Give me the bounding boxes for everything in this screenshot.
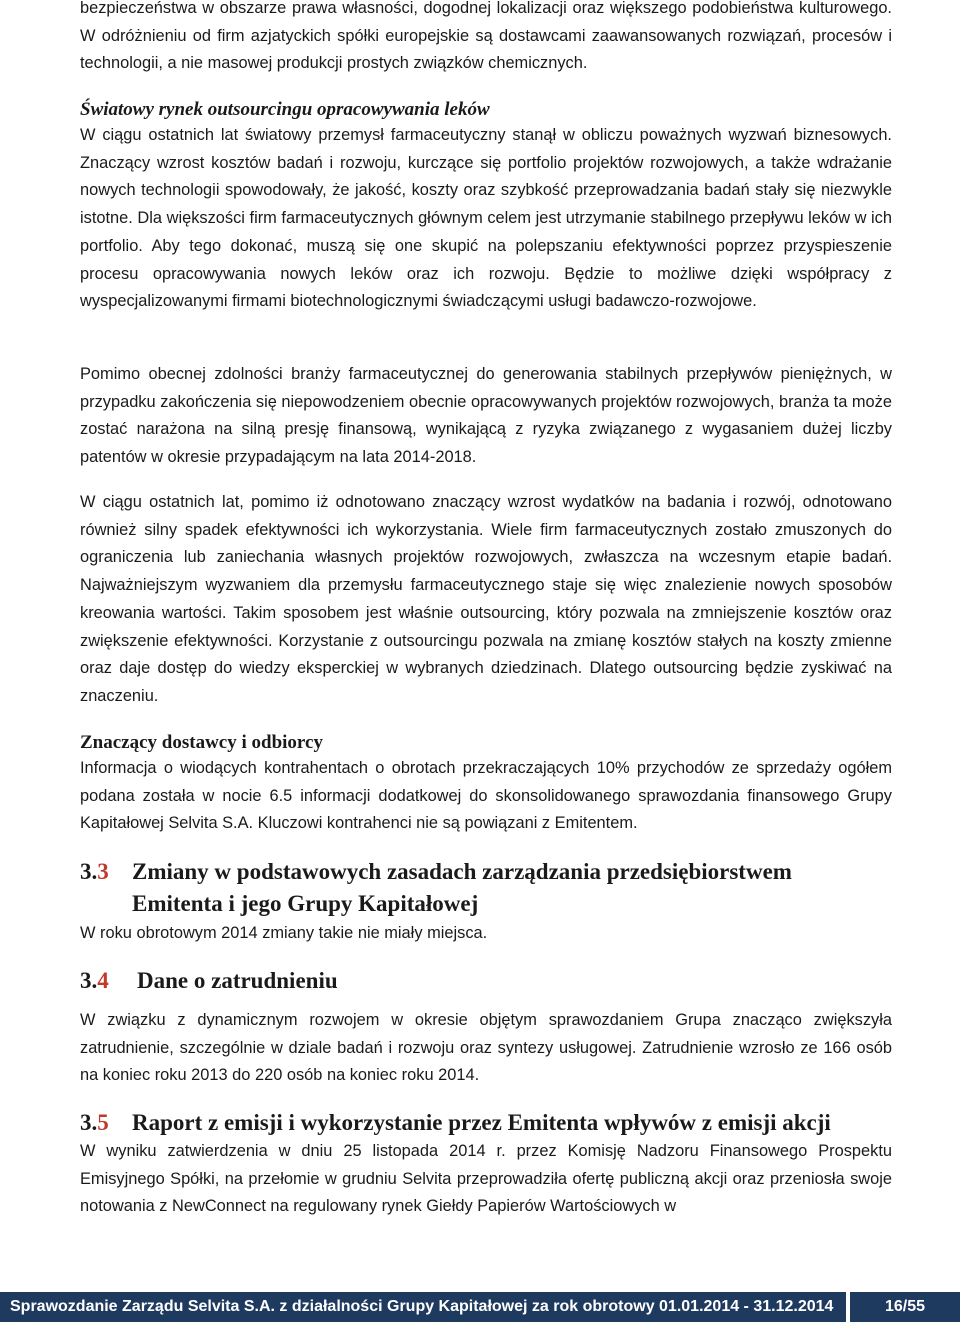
section-number: 3.5	[80, 1110, 109, 1135]
page-number: 16/55	[850, 1292, 960, 1322]
paragraph-cash-flow: Pomimo obecnej zdolności branży farmaceutycznej do generowania stabilnych przepływów pieniężnych, w przypadku zakończenia się niepowodzeniem obecnie opracowywanych projektów rozwojowych, branża ta może zostać narażona na silną presję finansową, wynikającą z ryzyka związanego z wygasaniem dużej liczby patentów w okresie przypadającym na lata 2014-2018.	[80, 365, 892, 467]
section-3-4-body: W związku z dynamicznym rozwojem w okresie objętym sprawozdaniem Grupa znacząco zwiększyła zatrudnienie, szczególnie w dziale badań i rozwoju oraz syntezy usługowej. Zatrudnienie wzrosło ze 166 osób na koniec roku 2013 do 220 osób na koniec roku 2014.	[80, 1011, 892, 1085]
section-3-4-heading	[80, 965, 892, 997]
section-title: Dane o zatrudnieniu	[137, 968, 338, 993]
section-3-3-body: W roku obrotowym 2014 zmiany takie nie miały miejsca.	[80, 924, 488, 942]
section-3-5-heading	[80, 1107, 892, 1139]
section-number: 3.3	[80, 859, 109, 884]
section-3-5-body: W wyniku zatwierdzenia w dniu 25 listopada 2014 r. przez Komisję Nadzoru Finansowego Prospektu Emisyjnego Spółki, na przełomie w grudniu Selvita przeprowadziła ofertę publiczną akcji oraz przeniosła swoje notowania z NewConnect na regulowany rynek Giełdy Papierów Wartościowych w	[80, 1142, 892, 1216]
footer-title: Sprawozdanie Zarządu Selvita S.A. z działalności Grupy Kapitałowej za rok obrotowy 01.01.2014 - 31.12.2014	[0, 1292, 846, 1322]
section-number: 3.4	[80, 968, 109, 993]
heading-suppliers: Znaczący dostawcy i odbiorcy	[80, 732, 323, 753]
section-title: Zmiany w podstawowych zasadach zarządzania przedsiębiorstwem Emitenta i jego Grupy Kapitałowej	[132, 859, 792, 916]
section-title: Raport z emisji i wykorzystanie przez Emitenta wpływów z emisji akcji	[132, 1110, 831, 1135]
paragraph-intro: bezpieczeństwa w obszarze prawa własności, dogodnej lokalizacji oraz większego podobieństwa kulturowego. W odróżnieniu od firm azjatyckich spółki europejskie są dostawcami zaawansowanych rozwiązań, procesów i technologii, a nie masowej produkcji prostych związków chemicznych.	[80, 0, 892, 73]
page-footer	[0, 1292, 960, 1322]
paragraph-suppliers: Informacja o wiodących kontrahentach o obrotach przekraczających 10% przychodów ze sprzedaży ogółem podana została w nocie 6.5 informacji dodatkowej do skonsolidowanego sprawozdania finansowego Grupy Kapitałowej Selvita S.A. Kluczowi kontrahenci nie są powiązani z Emitentem.	[80, 759, 892, 833]
section-3-3-heading	[80, 856, 892, 920]
paragraph-outsourcing: W ciągu ostatnich lat, pomimo iż odnotowano znaczący wzrost wydatków na badania i rozwój, odnotowano również silny spadek efektywności ich wykorzystania. Wiele firm farmaceutycznych zostało zmuszonych do ograniczenia lub zaniechania własnych projektów rozwojowych, zwłaszcza na wczesnym etapie badań. Najważniejszym wyzwaniem dla przemysłu farmaceutycznego staje się więc znalezienie nowych sposobów kreowania wartości. Takim sposobem jest właśnie outsourcing, który pozwala na zmniejszenie kosztów oraz zwiększenie efektywności. Korzystanie z outsourcingu pozwala na zmianę kosztów stałych na koszty zmienne oraz daje dostęp do wiedzy eksperckiej w wybranych dziedzinach. Dlatego outsourcing będzie zyskiwać na znaczeniu.	[80, 493, 892, 705]
paragraph-market: W ciągu ostatnich lat światowy przemysł farmaceutyczny stanął w obliczu poważnych wyzwań biznesowych. Znaczący wzrost kosztów badań i rozwoju, kurczące się portfolio projektów rozwojowych, a także wdrażanie nowych technologii spowodowały, że jakość, koszty oraz szybkość przeprowadzania badań stały się niezwykle istotne. Dla większości firm farmaceutycznych głównym celem jest utrzymanie stabilnego przepływu leków w ich portfolio. Aby tego dokonać, muszą się one skupić na polepszaniu efektywności poprzez przyspieszenie procesu opracowywania nowych leków oraz ich rozwoju. Będzie to możliwe dzięki współpracy z wyspecjalizowanymi firmami biotechnologicznymi świadczącymi usługi badawczo-rozwojowe.	[80, 126, 892, 311]
heading-market: Światowy rynek outsourcingu opracowywania leków	[80, 99, 490, 120]
